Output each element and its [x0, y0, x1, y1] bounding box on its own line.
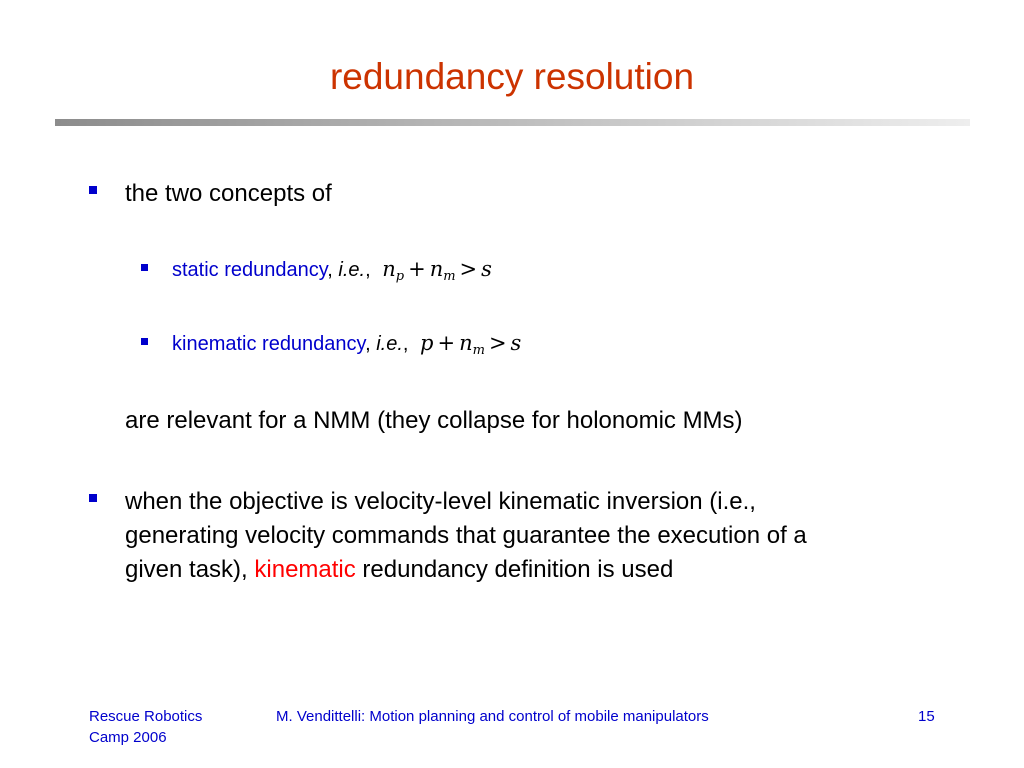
sub-bullet-1: [172, 255, 492, 291]
kinematic-redundancy-formula: [420, 331, 522, 358]
bullet-2-line-2: generating velocity commands that guarantee the execution of a: [125, 522, 807, 549]
bullet-1-continuation: are relevant for a NMM (they collapse for holonomic MMs): [125, 407, 743, 434]
footer-center: M. Vendittelli: Motion planning and control of mobile manipulators: [276, 708, 709, 725]
math-subscript: m: [443, 269, 456, 284]
text-segment: given task),: [125, 556, 255, 583]
footer-left: [89, 706, 202, 748]
kinematic-redundancy-term: kinematic redundancy: [172, 333, 366, 355]
title-divider: [55, 119, 970, 126]
slide-title: redundancy resolution: [329, 56, 695, 97]
text-segment: redundancy definition is used: [355, 556, 674, 583]
comma: ,: [365, 259, 371, 281]
bullet-2-line-3: [125, 553, 807, 587]
sub-bullet-2: [172, 329, 521, 365]
static-redundancy-term: static redundancy: [172, 259, 328, 281]
math-operator: >: [459, 257, 478, 281]
math-subscript: p: [395, 269, 405, 284]
math-symbol: n: [382, 257, 396, 281]
math-subscript: m: [472, 343, 485, 358]
bullet-2-text: [125, 485, 807, 587]
sub-bullet-square-icon: [141, 338, 148, 345]
comma: ,: [365, 333, 371, 355]
ie-text: i.e.: [338, 259, 366, 281]
math-symbol: s: [510, 331, 522, 355]
math-symbol: s: [481, 257, 492, 281]
ie-text: i.e.: [376, 333, 403, 355]
math-operator: >: [488, 331, 507, 355]
sub-bullet-square-icon: [141, 264, 148, 271]
math-operator: +: [408, 257, 426, 281]
bullet-square-icon: [89, 494, 97, 502]
static-redundancy-formula: [382, 257, 492, 284]
footer-event-line-1: Rescue Robotics: [89, 708, 203, 725]
math-operator: +: [437, 331, 456, 355]
footer-event-line-2: Camp 2006: [89, 729, 167, 746]
comma: ,: [402, 333, 409, 355]
kinematic-highlight: kinematic: [254, 556, 356, 583]
math-symbol: n: [459, 331, 473, 355]
math-symbol: p: [420, 331, 434, 355]
page-number: 15: [918, 708, 935, 725]
bullet-square-icon: [89, 186, 97, 194]
bullet-2-line-1: when the objective is velocity-level kinematic inversion (i.e.,: [125, 488, 756, 515]
comma: ,: [327, 259, 333, 281]
math-symbol: n: [429, 257, 444, 281]
bullet-1-text: the two concepts of: [125, 180, 332, 207]
